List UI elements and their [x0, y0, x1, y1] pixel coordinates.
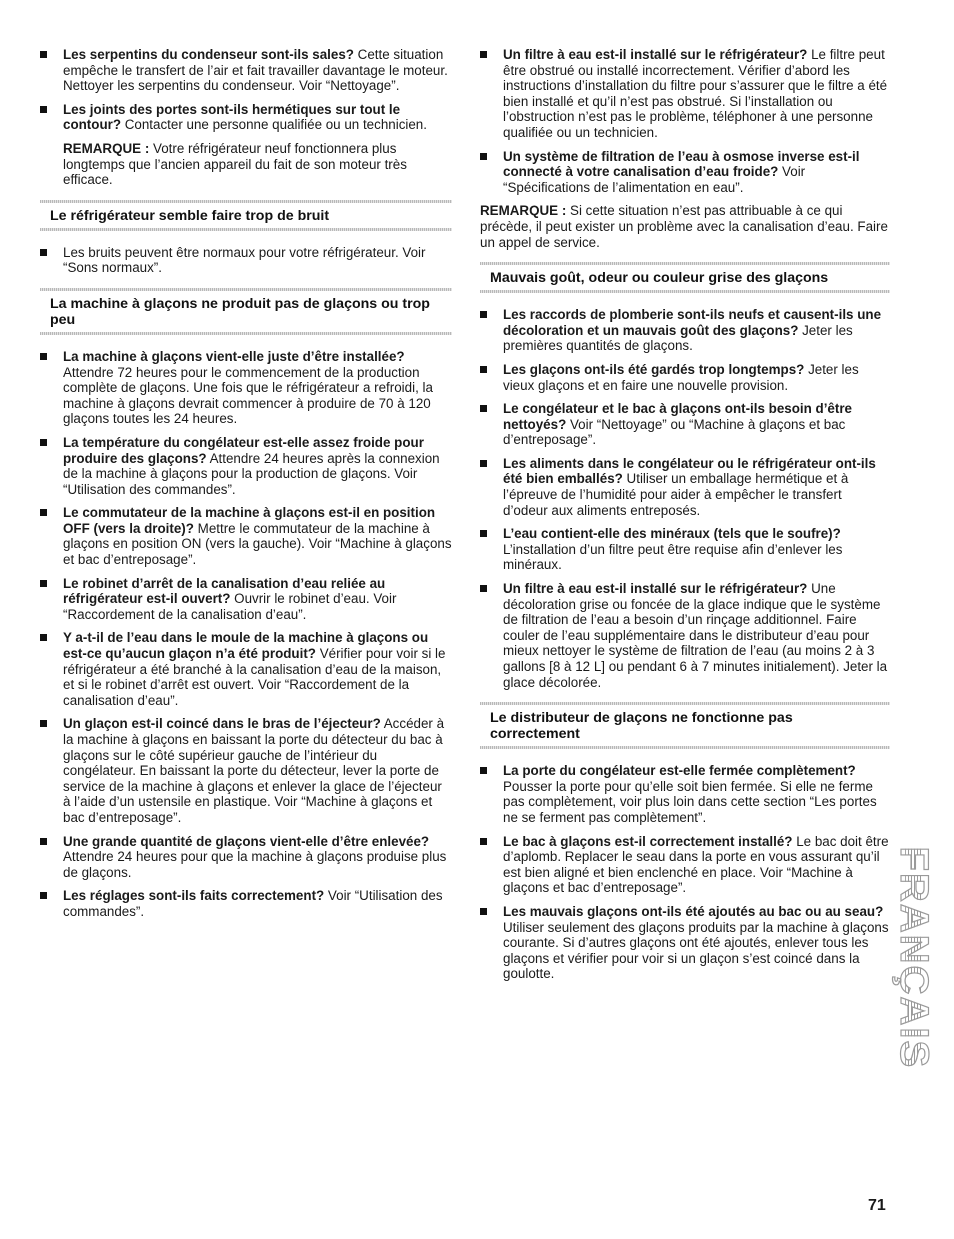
- item-question: Les raccords de plomberie sont-ils neufs et causent-ils une décoloration et un mauvais goût des glaçons?: [503, 307, 882, 338]
- note-text: Si cette situation n’est pas attribuable à ce qui précède, il peut exister un problème avec la canalisation d’eau. Faire un appel de service.: [480, 203, 888, 250]
- left-note: [40, 141, 452, 188]
- list-item: [40, 834, 452, 881]
- item-answer: Utiliser un emballage hermétique et à l’épreuve de l’humidité pour aider à empêcher le transfert d’odeur aux aliments entreposés.: [503, 471, 849, 518]
- item-answer: Vérifier pour voir si le réfrigérateur a été branché à la canalisation d’eau de la maison, et si le robinet d’arrêt est ouvert. Voir “Raccordement de la canalisation d’eau”.: [63, 646, 446, 708]
- list-item: [480, 401, 890, 448]
- section-rule-bottom: [40, 332, 452, 335]
- item-question: La machine à glaçons vient-elle juste d’être installée?: [63, 348, 405, 364]
- section-title: Le réfrigérateur semble faire trop de bruit: [50, 207, 330, 224]
- item-question: L’eau contient-elle des minéraux (tels que le soufre)?: [503, 526, 841, 542]
- page-number: 71: [868, 1197, 886, 1214]
- square-bullet-icon: [480, 838, 487, 845]
- item-answer: Voir “Spécifications de l’alimentation en eau”.: [503, 164, 806, 195]
- list-item: [480, 362, 890, 393]
- item-question: Un filtre à eau est-il installé sur le réfrigérateur?: [503, 581, 808, 597]
- ice-maker-list: [40, 349, 452, 920]
- dispenser-list: [480, 763, 890, 982]
- item-question: Les serpentins du condenseur sont-ils sales?: [63, 47, 354, 62]
- section-rule-bottom: [480, 746, 890, 749]
- item-question: Un glaçon est-il coincé dans le bras de l’éjecteur?: [63, 716, 381, 732]
- item-question: Les joints des portes sont-ils hermétiques sur tout le contour?: [63, 101, 401, 133]
- item-question: Les réglages sont-ils faits correctement?: [63, 888, 325, 904]
- square-bullet-icon: [480, 908, 487, 915]
- item-question: Un système de filtration de l’eau à osmose inverse est-il connecté à votre canalisation d’eau froide?: [503, 148, 860, 180]
- list-item: [480, 763, 890, 825]
- item-question: Le robinet d’arrêt de la canalisation d’eau reliée au réfrigérateur est-il ouvert?: [63, 575, 386, 607]
- section-title: Mauvais goût, odeur ou couleur grise des glaçons: [490, 270, 829, 287]
- list-item: [480, 904, 890, 982]
- square-bullet-icon: [480, 153, 487, 160]
- right-column: [480, 47, 890, 990]
- list-item: [480, 149, 890, 196]
- right-intro-list: [480, 47, 890, 195]
- square-bullet-icon: [40, 249, 47, 256]
- square-bullet-icon: [480, 311, 487, 318]
- list-item: [40, 47, 452, 94]
- item-question: Le congélateur et le bac à glaçons ont-ils besoin d’être nettoyés?: [503, 401, 852, 432]
- left-column: [40, 47, 452, 928]
- item-answer: Ouvrir le robinet d’eau. Voir “Raccordement de la canalisation d’eau”.: [63, 591, 397, 622]
- item-answer: Voir “Utilisation des commandes”.: [63, 888, 443, 919]
- item-answer: Le filtre peut être obstrué ou installé incorrectement. Vérifier d’abord les instructions d’installation du filtre pour s’assurer que le filtre a été bien installé et qu’il n’est pas obstrué. Si l’installation ou l’obstruction n’est pas le problème, téléphoner à une personne qualifiée ou un technicien.: [503, 47, 888, 140]
- list-item: [480, 47, 890, 141]
- square-bullet-icon: [40, 720, 47, 727]
- item-question: Le bac à glaçons est-il correctement installé?: [503, 833, 793, 849]
- item-answer: Accéder à la machine à glaçons en baissant la porte du détecteur du bac à glaçons sur le côté supérieur gauche de l’intérieur du congélateur. En baissant la porte du détecteur, lever la porte de service de la machine à glaçons et enlever la glace de l’éjecteur à l’aide d’un ustensile en plastique. Voir “Machine à glaçons et bac d’entreposage”.: [63, 716, 445, 825]
- item-answer: Les bruits peuvent être normaux pour votre réfrigérateur. Voir “Sons normaux”.: [63, 244, 426, 276]
- square-bullet-icon: [480, 767, 487, 774]
- language-side-tab: [891, 846, 936, 1070]
- left-intro-list: [40, 47, 452, 133]
- item-question: Le commutateur de la machine à glaçons est-il en position OFF (vers la droite)?: [63, 505, 436, 536]
- item-question: Les aliments dans le congélateur ou le réfrigérateur ont-ils été bien emballés?: [503, 455, 876, 487]
- list-item: [40, 888, 452, 919]
- section-taste-header: [480, 262, 890, 293]
- list-item: [40, 102, 452, 133]
- item-answer: Pousser la porte pour qu’elle soit bien fermée. Si elle ne ferme pas complètement, voir plus loin dans cette section “Les portes ne se ferment pas complètement”.: [503, 778, 877, 825]
- list-item: [480, 456, 890, 518]
- list-item: [480, 526, 890, 573]
- section-rule-bottom: [480, 290, 890, 293]
- language-tab-text: FRANÇAIS: [891, 846, 936, 1070]
- item-question: La porte du congélateur est-elle fermée complètement?: [503, 763, 856, 779]
- square-bullet-icon: [480, 405, 487, 412]
- item-answer: Voir “Nettoyage” ou “Machine à glaçons et bac d’entreposage”.: [503, 416, 846, 448]
- section-title: Le distributeur de glaçons ne fonctionne pas correctement: [490, 710, 793, 743]
- item-answer: Attendre 72 heures pour le commencement de la production complète de glaçons. Une fois que le réfrigérateur a refroidi, la machine à glaçons devrait commencer à produire de 70 à 120 glaçons toutes les 24 heures.: [63, 364, 433, 427]
- list-item: [40, 245, 452, 276]
- square-bullet-icon: [480, 530, 487, 537]
- item-question: Un filtre à eau est-il installé sur le réfrigérateur?: [503, 47, 808, 62]
- note-label: REMARQUE :: [63, 140, 150, 156]
- list-item: [40, 349, 452, 427]
- square-bullet-icon: [40, 509, 47, 516]
- item-answer: Attendre 24 heures après la connexion de la machine à glaçons pour la production de glaçons. Voir “Utilisation des commandes”.: [63, 450, 440, 497]
- list-item: [40, 435, 452, 497]
- list-item: [480, 581, 890, 690]
- square-bullet-icon: [40, 634, 47, 641]
- item-question: Une grande quantité de glaçons vient-elle d’être enlevée?: [63, 833, 430, 849]
- square-bullet-icon: [40, 353, 47, 360]
- item-answer: Mettre le commutateur de la machine à glaçons en position ON (vers la gauche). Voir “Machine à glaçons et bac d’entreposage”.: [63, 520, 452, 568]
- square-bullet-icon: [40, 892, 47, 899]
- item-answer: L’installation d’un filtre peut être requise afin d’enlever les minéraux.: [503, 541, 843, 573]
- list-item: [40, 630, 452, 708]
- section-rule-bottom: [40, 228, 452, 231]
- section-dispenser-header: [480, 702, 890, 749]
- list-item: [480, 307, 890, 354]
- item-question: Y a-t-il de l’eau dans le moule de la machine à glaçons ou est-ce qu’aucun glaçon n’a été produit?: [63, 630, 429, 662]
- item-answer: Contacter une personne qualifiée ou un technicien.: [121, 117, 427, 133]
- item-answer: Jeter les premières quantités de glaçons.: [503, 322, 853, 354]
- square-bullet-icon: [480, 366, 487, 373]
- right-note: [480, 203, 890, 250]
- item-answer: Le bac doit être d’aplomb. Replacer le seau dans la porte en vous assurant qu’il est bien aligné et bien enclenché en place. Voir “Machine à glaçons et bac d’entreposage”.: [503, 833, 889, 896]
- section-ice-maker-header: [40, 288, 452, 335]
- section-title: La machine à glaçons ne produit pas de glaçons ou trop peu: [50, 295, 430, 328]
- square-bullet-icon: [480, 51, 487, 58]
- item-answer: Attendre 24 heures pour que la machine à glaçons produise plus de glaçons.: [63, 849, 447, 880]
- list-item: [40, 716, 452, 825]
- square-bullet-icon: [480, 585, 487, 592]
- taste-list: [480, 307, 890, 690]
- section-noise-header: [40, 200, 452, 231]
- square-bullet-icon: [40, 51, 47, 58]
- note-text: Votre réfrigérateur neuf fonctionnera plus longtemps que l’ancien appareil du fait de son moteur très efficace.: [63, 140, 407, 188]
- square-bullet-icon: [40, 439, 47, 446]
- square-bullet-icon: [480, 460, 487, 467]
- item-question: Les mauvais glaçons ont-ils été ajoutés au bac ou au seau?: [503, 903, 884, 919]
- list-item: [40, 576, 452, 623]
- square-bullet-icon: [40, 580, 47, 587]
- square-bullet-icon: [40, 838, 47, 845]
- note-label: REMARQUE :: [480, 203, 567, 219]
- item-question: Les glaçons ont-ils été gardés trop longtemps?: [503, 361, 805, 377]
- item-answer: Cette situation empêche le transfert de l’air et fait travailler davantage le moteur. Nettoyer les serpentins du condenseur. Voir “Nettoyage”.: [63, 47, 448, 94]
- item-answer: Jeter les vieux glaçons et en faire une nouvelle provision.: [503, 361, 859, 393]
- item-answer: Une décoloration grise ou foncée de la glace indique que le système de filtration de l’eau a besoin d’un rinçage additionnel. Faire couler de l’eau supplémentaire dans le distributeur d’eau pour mieux nettoyer le système de filtration de l’eau (au moins 2 à 3 gallons [8 à 12 L] ou pendant 6 à 7 minutes initialement). Jeter la glace décolorée.: [503, 581, 888, 690]
- list-item: [480, 834, 890, 896]
- square-bullet-icon: [40, 106, 47, 113]
- noise-list: [40, 245, 452, 276]
- item-answer: Utiliser seulement des glaçons produits par la machine à glaçons courante. Si d’autres glaçons ont été ajoutés, enlever tous les glaçons et vérifier pour voir si un glaçon s’est coincé dans la goulotte.: [503, 919, 889, 982]
- item-question: La température du congélateur est-elle assez froide pour produire des glaçons?: [63, 434, 424, 466]
- list-item: [40, 505, 452, 567]
